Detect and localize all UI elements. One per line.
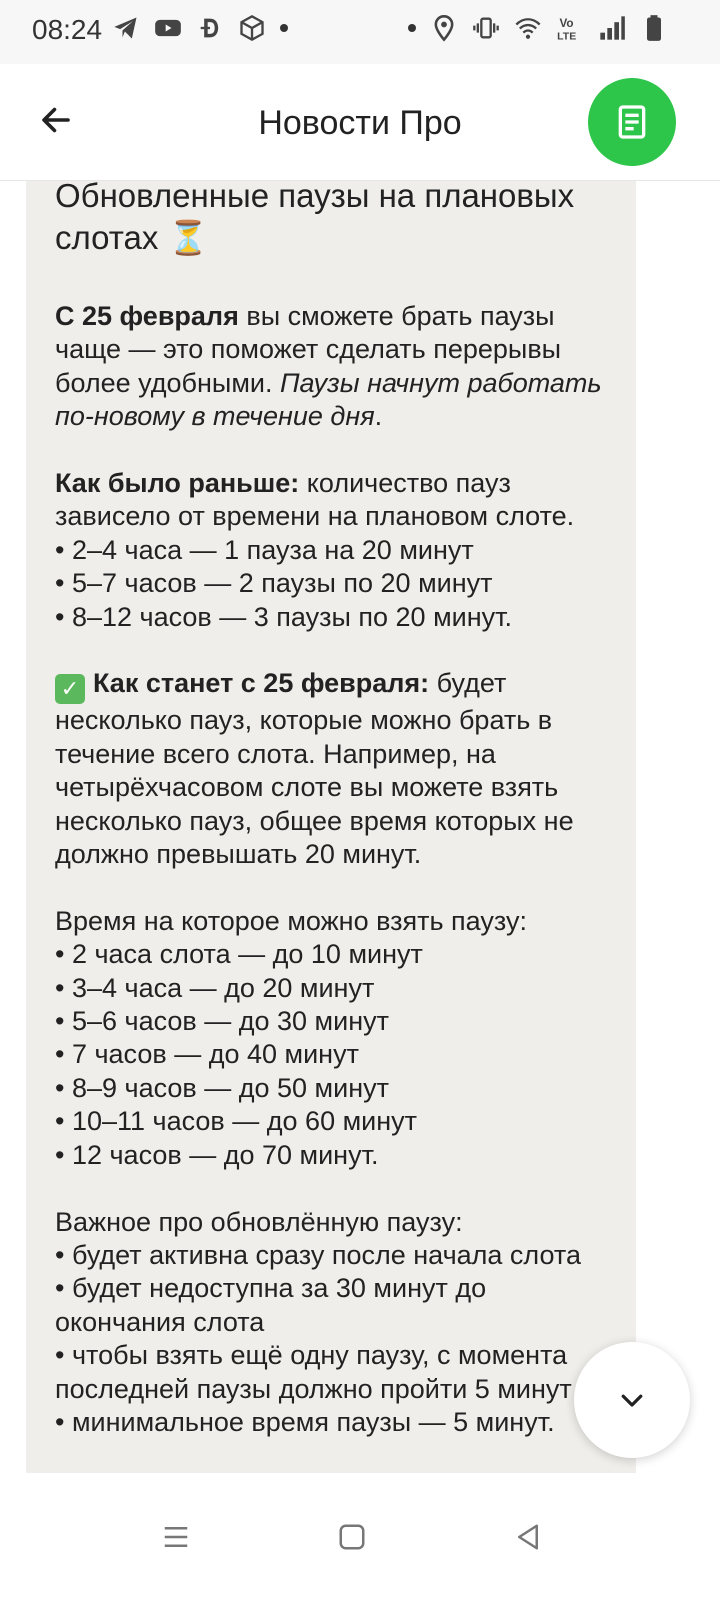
- location-icon: [430, 14, 458, 42]
- vibrate-icon: [472, 14, 500, 42]
- telegram-icon: [112, 14, 140, 42]
- intro-date: С 25 февраля: [55, 301, 239, 331]
- list-item: • 2 часа слота — до 10 минут: [55, 939, 423, 970]
- app-header: [0, 64, 720, 181]
- signal-icon: [598, 14, 626, 42]
- notification-dot-icon: [408, 24, 416, 32]
- list-item: • будет недоступна за 30 минут до окончания слота: [55, 1273, 487, 1337]
- list-item: • 10–11 часов — до 60 минут: [55, 1106, 418, 1137]
- list-item: • 8–9 часов — до 50 минут: [55, 1072, 389, 1103]
- list-item: • минимальное время паузы — 5 минут.: [55, 1406, 555, 1437]
- after-heading: Как станет с 25 февраля:: [93, 668, 430, 699]
- system-nav-bar: [0, 1473, 720, 1600]
- home-button[interactable]: [322, 1507, 382, 1567]
- intro-text: вы сможете брать паузы чаще — это поможет сделать перерывы более удобными.: [55, 301, 562, 398]
- youtube-icon: [154, 14, 182, 42]
- svg-text:Vo: Vo: [559, 16, 574, 30]
- before-paragraph: [55, 467, 615, 534]
- list-item: • чтобы взять ещё одну паузу, с момента последней паузы должно пройти 5 минут: [55, 1340, 572, 1404]
- intro-italic: Паузы начнут работать по-новому в течение дня: [55, 367, 602, 432]
- list-item: • будет активна сразу после начала слота: [55, 1239, 581, 1270]
- list-item: • 12 часов — до 70 минут.: [55, 1139, 379, 1170]
- list-item: • 5–7 часов — 2 паузы по 20 минут: [55, 568, 493, 599]
- status-time: 08:24: [32, 14, 103, 45]
- article-body: [55, 300, 615, 1506]
- status-left-icons: [112, 14, 288, 42]
- menu-icon: [161, 1522, 191, 1552]
- intro-paragraph: [55, 300, 615, 434]
- page-title: Новости Про: [258, 104, 462, 142]
- dogecoin-icon: [196, 14, 224, 42]
- list-item: • 5–6 часов — до 30 минут: [55, 1006, 389, 1037]
- status-right-icons: [408, 14, 668, 42]
- check-mark-icon: ✓: [55, 674, 85, 704]
- recent-apps-button[interactable]: [146, 1507, 206, 1567]
- before-heading: Как было раньше:: [55, 468, 300, 499]
- back-triangle-icon: [513, 1522, 543, 1552]
- document-icon: [612, 102, 652, 142]
- svg-text:LTE: LTE: [557, 30, 577, 43]
- chevron-down-icon: [617, 1385, 647, 1415]
- wifi-icon: [514, 14, 542, 42]
- volte-icon: [556, 14, 584, 42]
- article-content: [55, 175, 615, 1506]
- article-title: Обновленные паузы на плановых слотах ⏳: [55, 177, 575, 256]
- news-list-button[interactable]: [588, 78, 676, 166]
- scroll-down-button[interactable]: [574, 1342, 690, 1458]
- intro-end: .: [374, 401, 383, 432]
- list-item: • 7 часов — до 40 минут: [55, 1039, 359, 1070]
- after-text: будет несколько пауз, которые можно брать в течение всего слота. Например, на четырёхчасовом слоте вы можете взять несколько пауз, общее время которых не должно превышать 20 минут.: [55, 668, 574, 870]
- article-card: [26, 177, 636, 1473]
- list-item: • 2–4 часа — 1 пауза на 20 минут: [55, 534, 474, 565]
- list-item: • 3–4 часа — до 20 минут: [55, 972, 375, 1003]
- battery-icon: [640, 14, 668, 42]
- home-square-icon: [337, 1522, 367, 1552]
- important-header: Важное про обновлённую паузу:: [55, 1206, 463, 1237]
- status-bar: [0, 0, 720, 64]
- time-header: Время на которое можно взять паузу:: [55, 905, 527, 936]
- system-back-button[interactable]: [498, 1507, 558, 1567]
- notification-dot-icon: [280, 24, 288, 32]
- after-paragraph: [55, 667, 615, 871]
- before-text: количество пауз зависело от времени на плановом слоте.: [55, 468, 575, 532]
- package-icon: [238, 14, 266, 42]
- list-item: • 8–12 часов — 3 паузы по 20 минут.: [55, 601, 513, 632]
